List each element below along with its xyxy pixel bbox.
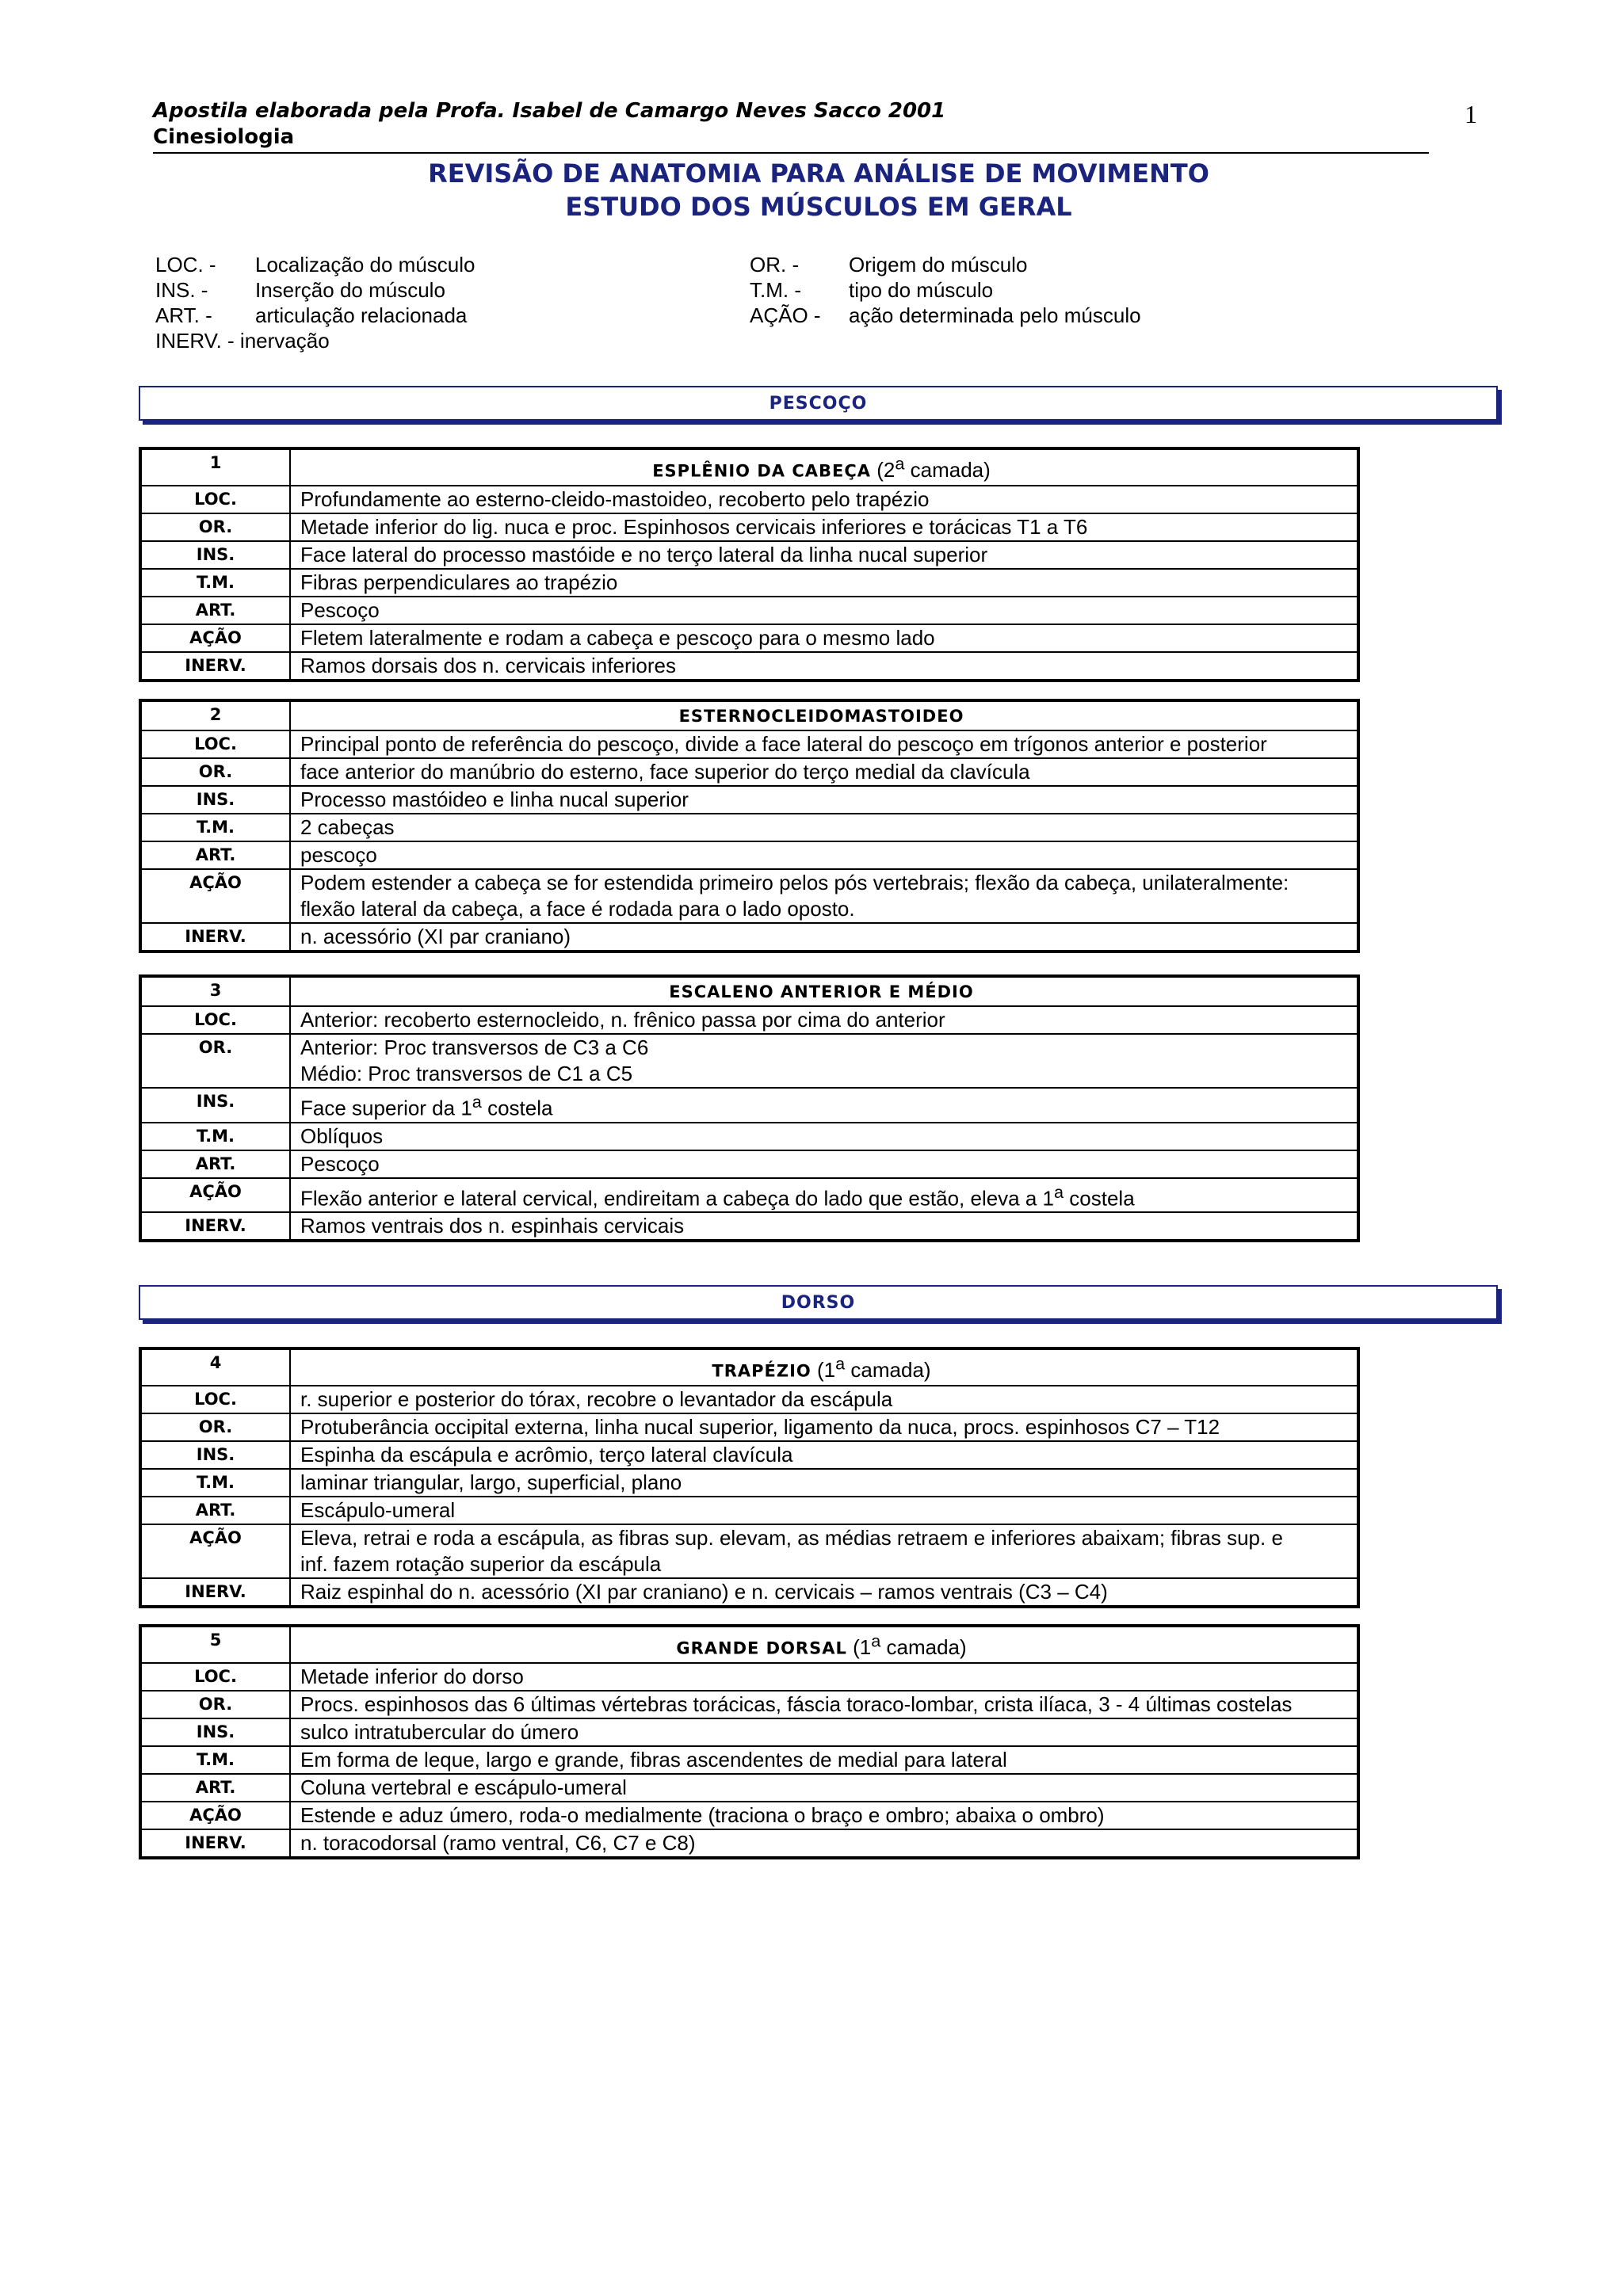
row-label: AÇÃO <box>140 1524 290 1578</box>
value-text: Flexão anterior e lateral cervical, endireitam a cabeça do lado que estão, eleva a 1 <box>300 1186 1055 1211</box>
row-value: sulco intratubercular do úmero <box>290 1718 1358 1746</box>
table-row <box>140 814 1358 841</box>
row-label: OR. <box>140 758 290 786</box>
row-label: T.M. <box>140 1746 290 1774</box>
legend-value: ação determinada pelo músculo <box>849 303 1141 327</box>
row-value: Em forma de leque, largo e grande, fibras ascendentes de medial para lateral <box>290 1746 1358 1774</box>
legend-key: OR. - <box>750 253 800 277</box>
table-row <box>140 730 1358 758</box>
muscle-name: ESTERNOCLEIDOMASTOIDEO <box>678 707 964 726</box>
muscle-number: 5 <box>140 1626 290 1663</box>
row-value: Pescoço <box>290 1150 1358 1178</box>
header-course: Cinesiologia <box>153 125 295 149</box>
legend-key: AÇÃO - <box>750 303 821 327</box>
row-label: ART. <box>140 1774 290 1802</box>
row-value: laminar triangular, largo, superficial, plano <box>290 1469 1358 1497</box>
muscle-table-5 <box>139 1624 1360 1859</box>
muscle-number: 4 <box>140 1348 290 1386</box>
table-row <box>140 486 1358 513</box>
row-value: Anterior: recoberto esternocleido, n. frênico passa por cima do anterior <box>290 1006 1358 1034</box>
table-row <box>140 1034 1358 1088</box>
row-label: INS. <box>140 786 290 814</box>
row-label: T.M. <box>140 1469 290 1497</box>
table-row <box>140 1746 1358 1774</box>
row-value: Raiz espinhal do n. acessório (XI par craniano) e n. cervicais – ramos ventrais (C3 – C4) <box>290 1578 1358 1607</box>
muscle-name: TRAPÉZIO <box>712 1361 812 1381</box>
row-label: LOC. <box>140 1386 290 1413</box>
row-label: INERV. <box>140 1212 290 1241</box>
table-row <box>140 1691 1358 1718</box>
table-row <box>140 597 1358 624</box>
row-value <box>290 1088 1358 1123</box>
note-superscript: a <box>895 453 905 473</box>
row-value: 2 cabeças <box>290 814 1358 841</box>
legend-key: T.M. - <box>750 278 801 302</box>
section-title: DORSO <box>781 1292 856 1313</box>
section-title: PESCOÇO <box>769 393 868 414</box>
row-value <box>290 1524 1358 1578</box>
value-superscript: a <box>1054 1181 1064 1202</box>
muscle-name: ESCALENO ANTERIOR E MÉDIO <box>669 982 974 1001</box>
row-label: INS. <box>140 1441 290 1469</box>
table-row <box>140 786 1358 814</box>
muscle-table-3 <box>139 974 1360 1242</box>
row-value: Metade inferior do dorso <box>290 1663 1358 1691</box>
legend-key: ART. - <box>155 303 212 327</box>
table-row <box>140 869 1358 923</box>
table-row <box>140 513 1358 541</box>
row-value: Principal ponto de referência do pescoço, divide a face lateral do pescoço em trígonos anterior e posterior <box>290 730 1358 758</box>
muscle-note <box>871 453 991 482</box>
note-text: camada) <box>845 1357 931 1382</box>
document-titles <box>153 157 1484 223</box>
sub-title: ESTUDO DOS MÚSCULOS EM GERAL <box>565 192 1072 222</box>
row-label: INERV. <box>140 923 290 952</box>
legend-key: INS. - <box>155 278 208 302</box>
row-value-line: Eleva, retrai e roda a escápula, as fibras sup. elevam, as médias retraem e inferiores abaixam; fibras sup. e <box>300 1525 1283 1550</box>
row-label: AÇÃO <box>140 624 290 652</box>
table-row <box>140 1413 1358 1441</box>
row-label: ART. <box>140 841 290 869</box>
note-text: (1 <box>811 1357 836 1382</box>
table-row <box>140 1524 1358 1578</box>
table-header-row <box>140 1626 1358 1663</box>
table-header-row <box>140 976 1358 1006</box>
table-row <box>140 1088 1358 1123</box>
row-label: LOC. <box>140 1663 290 1691</box>
note-superscript: a <box>835 1353 846 1373</box>
row-label: ART. <box>140 1497 290 1524</box>
value-text: costela <box>481 1096 553 1120</box>
table-row <box>140 841 1358 869</box>
table-row <box>140 1578 1358 1607</box>
table-header-row <box>140 448 1358 486</box>
table-row <box>140 758 1358 786</box>
section-banner-dorso <box>139 1285 1498 1320</box>
muscle-name: ESPLÊNIO DA CABEÇA <box>652 461 872 481</box>
table-row <box>140 1212 1358 1241</box>
table-row <box>140 923 1358 952</box>
row-label: OR. <box>140 513 290 541</box>
value-text: Face superior da 1 <box>300 1096 472 1120</box>
table-row <box>140 541 1358 569</box>
row-label: T.M. <box>140 1123 290 1150</box>
row-value-line: Anterior: Proc transversos de C3 a C6 <box>300 1035 649 1059</box>
row-label: OR. <box>140 1691 290 1718</box>
table-row <box>140 1663 1358 1691</box>
row-value: r. superior e posterior do tórax, recobre o levantador da escápula <box>290 1386 1358 1413</box>
row-label: AÇÃO <box>140 1802 290 1829</box>
row-label: INERV. <box>140 1829 290 1858</box>
row-value-line: Médio: Proc transversos de C1 a C5 <box>300 1062 633 1085</box>
row-label: INERV. <box>140 652 290 681</box>
row-value <box>290 869 1358 923</box>
table-row <box>140 1802 1358 1829</box>
row-label: INERV. <box>140 1578 290 1607</box>
table-row <box>140 624 1358 652</box>
row-label: INS. <box>140 1088 290 1123</box>
table-row <box>140 1006 1358 1034</box>
table-row <box>140 1718 1358 1746</box>
row-value: Fibras perpendiculares ao trapézio <box>290 569 1358 597</box>
row-label: AÇÃO <box>140 1178 290 1213</box>
legend-key: LOC. - <box>155 253 216 277</box>
row-label: INS. <box>140 1718 290 1746</box>
row-value: Metade inferior do lig. nuca e proc. Espinhosos cervicais inferiores e torácicas T1 a T6 <box>290 513 1358 541</box>
muscle-table-2 <box>139 699 1360 953</box>
row-value: Ramos dorsais dos n. cervicais inferiores <box>290 652 1358 681</box>
legend-value: Origem do músculo <box>849 253 1028 277</box>
legend-value: Localização do músculo <box>255 253 475 277</box>
table-header-row <box>140 700 1358 730</box>
row-value: Face lateral do processo mastóide e no terço lateral da linha nucal superior <box>290 541 1358 569</box>
row-label: INS. <box>140 541 290 569</box>
row-value: Profundamente ao esterno-cleido-mastoideo, recoberto pelo trapézio <box>290 486 1358 513</box>
table-row <box>140 1469 1358 1497</box>
table-row <box>140 652 1358 681</box>
row-label: ART. <box>140 597 290 624</box>
row-label: LOC. <box>140 1006 290 1034</box>
row-value: Pescoço <box>290 597 1358 624</box>
muscle-title <box>290 448 1358 486</box>
row-value: Procs. espinhosos das 6 últimas vértebras torácicas, fáscia toraco-lombar, crista ilíaca, 3 - 4 últimas costelas <box>290 1691 1358 1718</box>
muscle-note <box>846 1630 967 1659</box>
muscle-title <box>290 1626 1358 1663</box>
note-text: camada) <box>904 457 991 482</box>
row-value: n. acessório (XI par craniano) <box>290 923 1358 952</box>
row-value: Espinha da escápula e acrômio, terço lateral clavícula <box>290 1441 1358 1469</box>
note-superscript: a <box>871 1630 881 1650</box>
muscle-title <box>290 700 1358 730</box>
header-author: Apostila elaborada pela Profa. Isabel de Camargo Neves Sacco 2001 <box>153 99 946 123</box>
row-value: Oblíquos <box>290 1123 1358 1150</box>
muscle-table-4 <box>139 1347 1360 1608</box>
table-row <box>140 1497 1358 1524</box>
table-row <box>140 1829 1358 1858</box>
row-label: LOC. <box>140 486 290 513</box>
muscle-name: GRANDE DORSAL <box>676 1638 847 1658</box>
row-value: face anterior do manúbrio do esterno, face superior do terço medial da clavícula <box>290 758 1358 786</box>
table-row <box>140 1150 1358 1178</box>
value-text: costela <box>1064 1186 1135 1211</box>
row-value <box>290 1034 1358 1088</box>
muscle-number: 2 <box>140 700 290 730</box>
row-value: Protuberância occipital externa, linha nucal superior, ligamento da nuca, procs. espinhosos C7 – T12 <box>290 1413 1358 1441</box>
table-row <box>140 1178 1358 1213</box>
row-value: n. toracodorsal (ramo ventral, C6, C7 e C8) <box>290 1829 1358 1858</box>
legend-value: articulação relacionada <box>255 303 468 327</box>
row-value <box>290 1178 1358 1213</box>
main-title: REVISÃO DE ANATOMIA PARA ANÁLISE DE MOVIMENTO <box>428 158 1209 189</box>
table-row <box>140 569 1358 597</box>
row-value-line: Podem estender a cabeça se for estendida primeiro pelos pós vertebrais; flexão da cabeça, unilateralmente: <box>300 871 1289 894</box>
row-label: OR. <box>140 1413 290 1441</box>
running-header <box>153 98 1429 154</box>
table-row <box>140 1441 1358 1469</box>
row-label: T.M. <box>140 569 290 597</box>
row-value: pescoço <box>290 841 1358 869</box>
row-label: ART. <box>140 1150 290 1178</box>
legend-value: tipo do músculo <box>849 278 994 302</box>
row-value-line: inf. fazem rotação superior da escápula <box>300 1551 662 1576</box>
table-header-row <box>140 1348 1358 1386</box>
table-row <box>140 1123 1358 1150</box>
section-banner-pescoco <box>139 386 1498 421</box>
muscle-title <box>290 976 1358 1006</box>
note-text: (1 <box>846 1634 872 1659</box>
muscle-number: 3 <box>140 976 290 1006</box>
table-row <box>140 1386 1358 1413</box>
muscle-title <box>290 1348 1358 1386</box>
legend-inerv: INERV. - inervação <box>155 329 330 353</box>
row-value: Processo mastóideo e linha nucal superior <box>290 786 1358 814</box>
row-value: Escápulo-umeral <box>290 1497 1358 1524</box>
row-label: AÇÃO <box>140 869 290 923</box>
muscle-note <box>811 1353 931 1382</box>
table-row <box>140 1774 1358 1802</box>
abbreviation-legend <box>155 252 1265 353</box>
row-value: Coluna vertebral e escápulo-umeral <box>290 1774 1358 1802</box>
muscle-number: 1 <box>140 448 290 486</box>
value-superscript: a <box>472 1092 482 1112</box>
legend-value: Inserção do músculo <box>255 278 445 302</box>
page-number: 1 <box>1465 100 1477 128</box>
note-text: (2 <box>871 457 896 482</box>
row-label: T.M. <box>140 814 290 841</box>
muscle-table-1 <box>139 447 1360 682</box>
row-value: Ramos ventrais dos n. espinhais cervicais <box>290 1212 1358 1241</box>
row-value: Fletem lateralmente e rodam a cabeça e pescoço para o mesmo lado <box>290 624 1358 652</box>
row-label: LOC. <box>140 730 290 758</box>
row-label: OR. <box>140 1034 290 1088</box>
row-value-line: flexão lateral da cabeça, a face é rodada para o lado oposto. <box>300 897 855 921</box>
row-value: Estende e aduz úmero, roda-o medialmente (traciona o braço e ombro; abaixa o ombro) <box>290 1802 1358 1829</box>
note-text: camada) <box>880 1634 967 1659</box>
